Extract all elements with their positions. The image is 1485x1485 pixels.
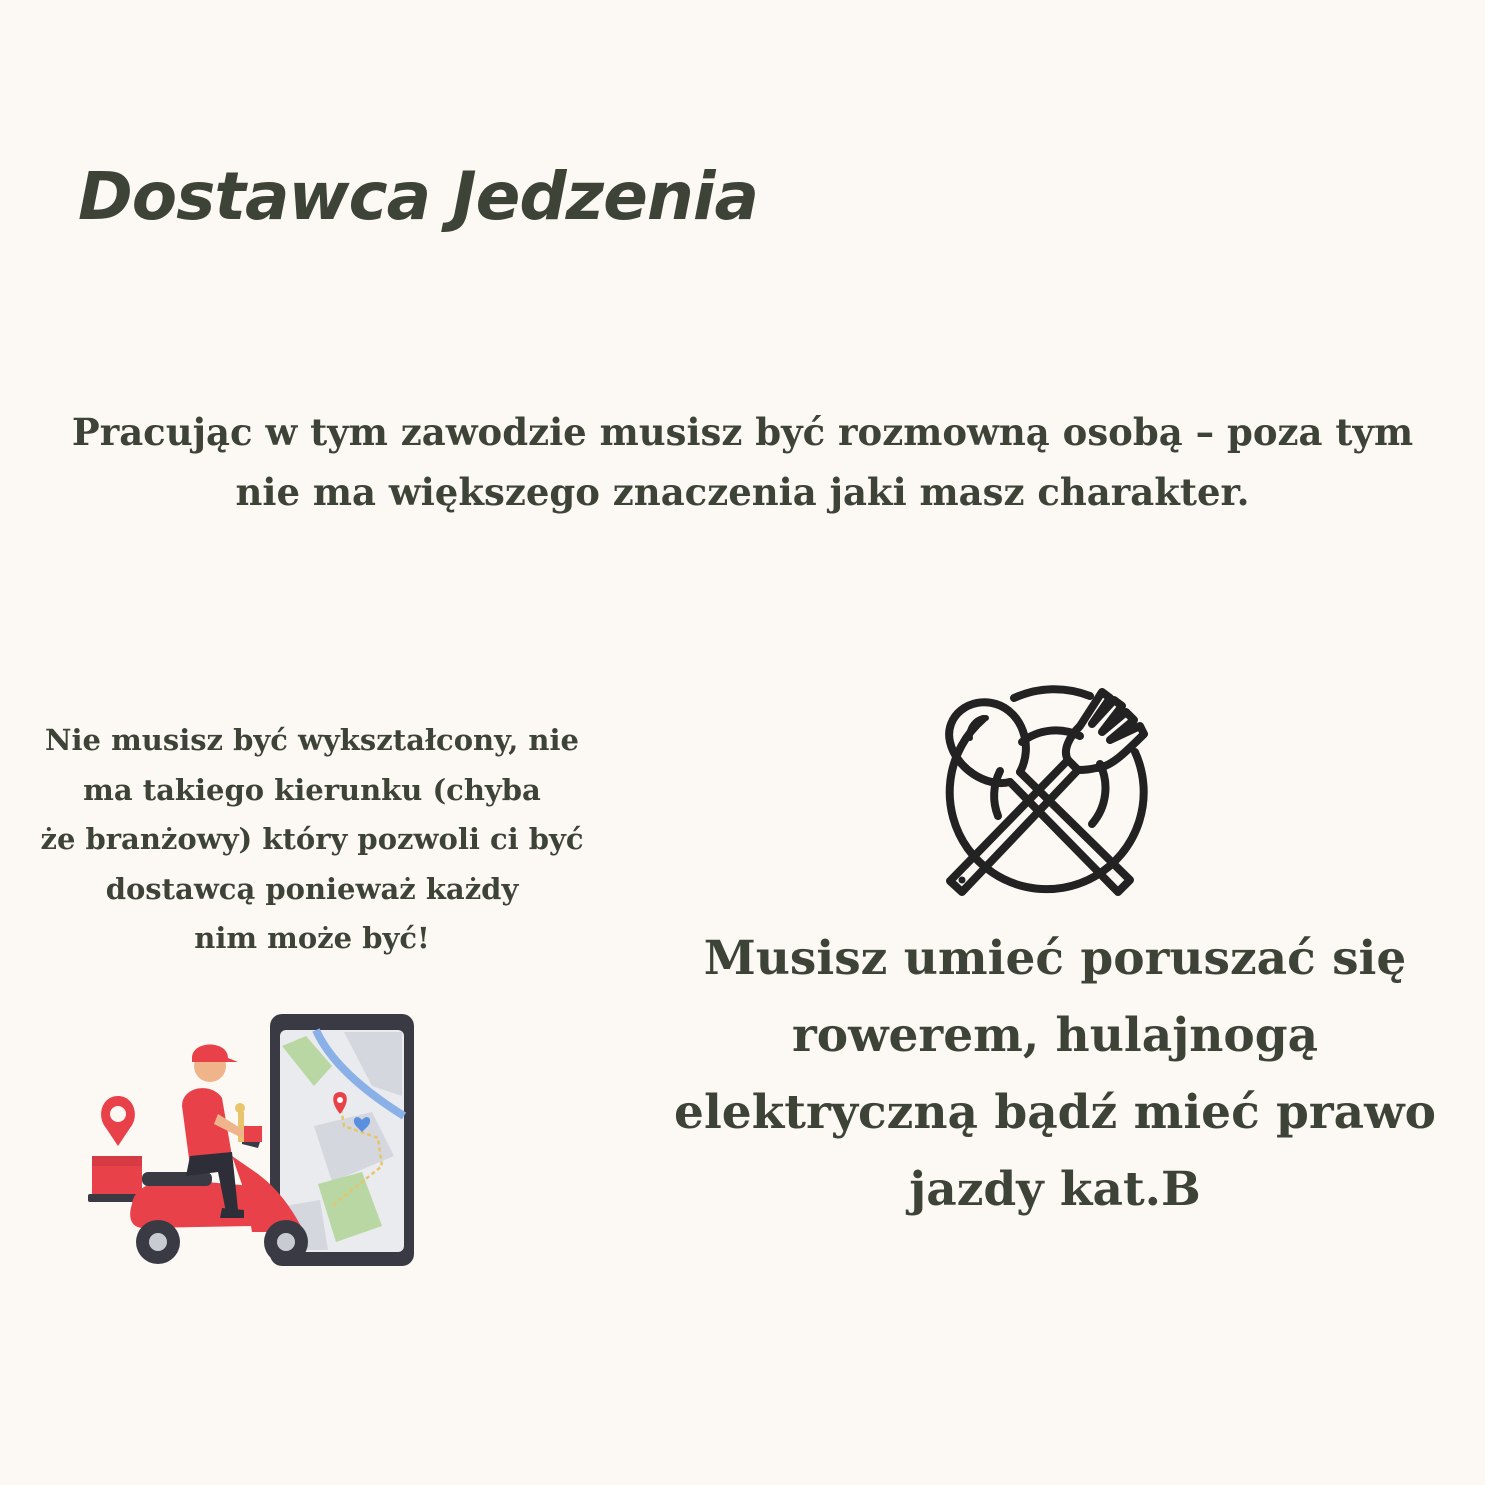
education-line: dostawcą ponieważ każdy (105, 871, 519, 906)
page-title: Dostawca Jedzenia (78, 158, 758, 235)
requirements-line: elektryczną bądź mieć prawo (674, 1085, 1436, 1140)
requirements-line: jazdy kat.B (909, 1162, 1201, 1217)
requirements-line: rowerem, hulajnogą (791, 1008, 1319, 1063)
delivery-scooter-map-illustration (82, 1006, 422, 1278)
education-text (0, 716, 624, 964)
intro-text: Pracując w tym zawodzie musisz być rozmowną osobą – poza tym nie ma większego znaczenia jaki masz charakter. (71, 410, 1414, 514)
education-line: nim może być! (194, 921, 430, 955)
plate-spoon-fork-icon (930, 676, 1166, 906)
education-line: Nie musisz być wykształcony, nie (45, 723, 579, 757)
requirements-text (640, 920, 1470, 1228)
location-pin-icon (101, 1096, 135, 1146)
education-line: ma takiego kierunku (chyba (83, 772, 541, 807)
education-line: że branżowy) który pozwoli ci być (40, 822, 584, 856)
requirements-line: Musisz umieć poruszać się (703, 931, 1407, 986)
